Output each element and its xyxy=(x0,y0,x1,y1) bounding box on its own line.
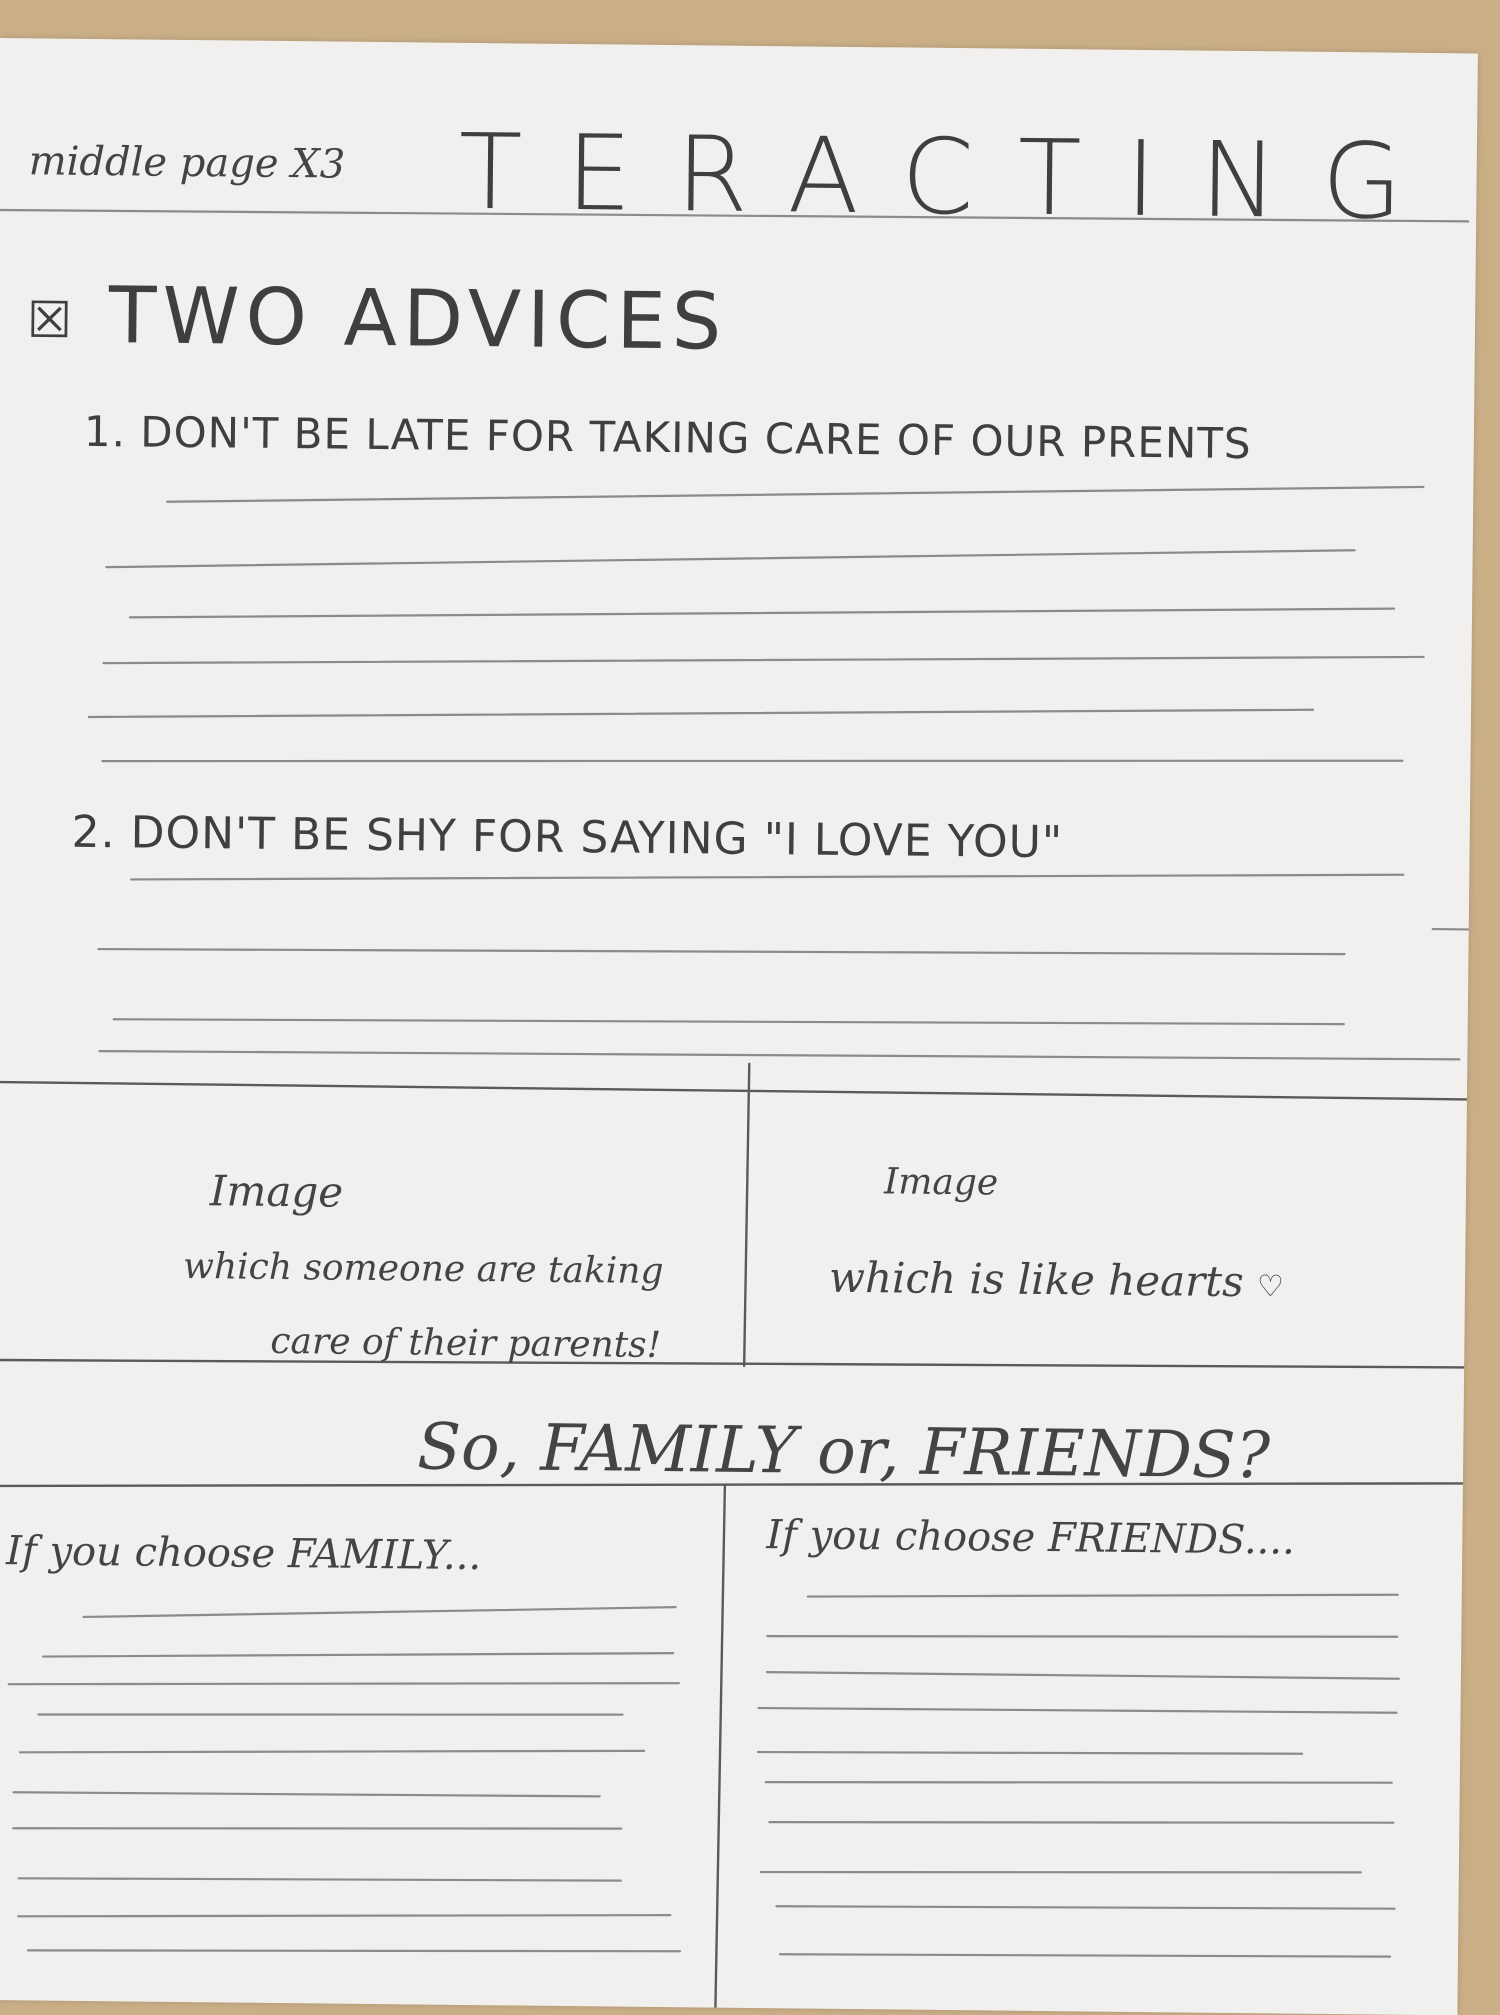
section-title xyxy=(27,270,728,367)
question-heading: So, FAMILY or, FRIENDS? xyxy=(417,1410,1271,1493)
advice-2: 2. DON'T BE SHY FOR SAYING "I LOVE YOU" xyxy=(71,807,1063,868)
paper-sheet xyxy=(0,38,1478,2015)
heart-icon: ♡ xyxy=(1257,1269,1284,1304)
page-title: TERACTING xyxy=(458,111,1447,243)
image-right-caption-text: which is like hearts xyxy=(829,1253,1244,1306)
choice-friends-heading: If you choose FRIENDS.... xyxy=(766,1512,1295,1564)
image-right-heading: Image xyxy=(884,1161,999,1203)
image-left-heading: Image xyxy=(210,1166,344,1216)
image-left-caption-line2: care of their parents! xyxy=(270,1321,661,1366)
checkbox-icon: ☒ xyxy=(27,291,78,350)
image-right-caption xyxy=(829,1253,1284,1307)
advice-1: 1. DON'T BE LATE FOR TAKING CARE OF OUR PRENTS xyxy=(84,407,1252,468)
choice-family-heading: If you choose FAMILY... xyxy=(6,1528,482,1579)
section-title-text: TWO ADVICES xyxy=(108,271,728,367)
header-subtitle: middle page X3 xyxy=(28,138,345,187)
image-left-caption-line1: which someone are taking xyxy=(183,1246,664,1292)
